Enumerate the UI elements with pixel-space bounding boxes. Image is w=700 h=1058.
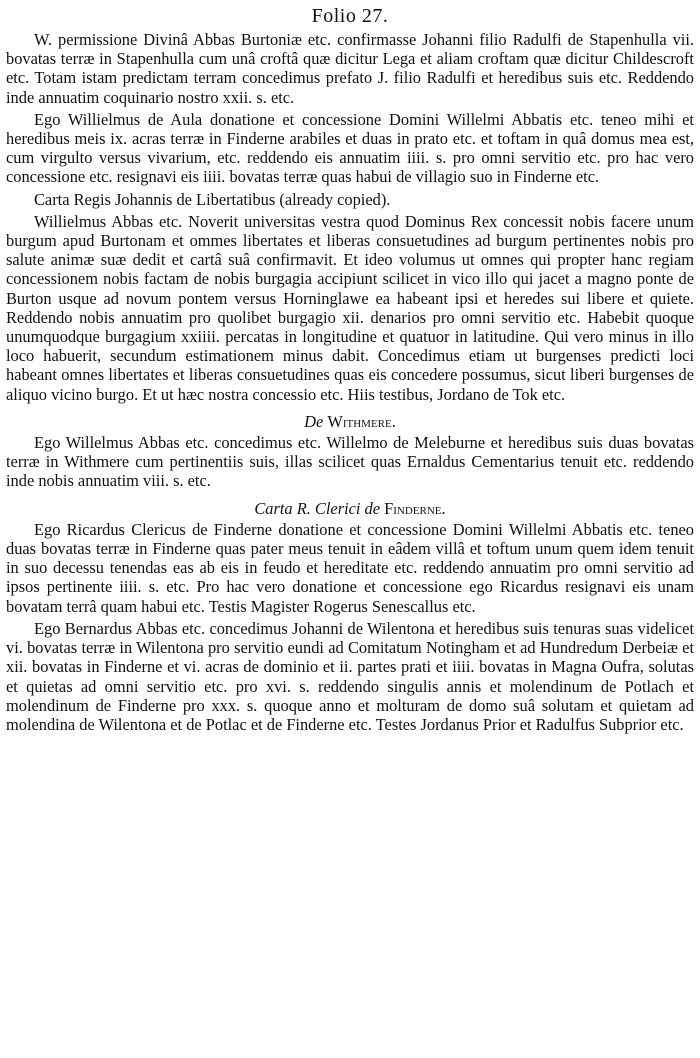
heading-italic: De: [304, 411, 324, 431]
paragraph-burgum: Willielmus Abbas etc. Noverit universitas vestra quod Dominus Rex concessit nobis facere unum burgum apud Burtonam et ommes libertates et liberas consuetudines ad burgum pertinentes nobis pro salute animæ suæ dedit et cartâ suâ confirmavit. Et ideo volumus ut omnes qui propter hanc regiam concessionem nobis factam de nobis burgagia accipiunt scilicet in vico illo qui jacet a magno ponte de Burton usque ad novum pontem versus Horninglawe ea habeant ipsi et heredes sui libere et quiete. Reddendo nobis annuatim pro quolibet burgagio xii. denarios pro omni servitio etc. Habebit quoque unumquodque burgagium xxiiii. percatas in longitudine et quatuor in latitudine. Qui vero minus in illo loco habuerit, secundum estimationem minus dabit. Concedimus etiam ut burgenses predicti loci habeant omnes libertates et liberas consuetudines quas eis concedere possumus, sicut liberi burgenses de aliquo vicino burgo. Et ut hæc nostra concessio etc. Hiis testibus, Jordano de Tok etc.: [6, 211, 694, 404]
heading-smallcaps: Withmere.: [327, 411, 396, 431]
paragraph-withmere: Ego Willelmus Abbas etc. concedimus etc. Willelmo de Meleburne et heredibus suis duas bovatas terræ in Withmere cum pertinentiis suis, illas scilicet quas Ernaldus Cementarius tenuit etc. reddendo inde nobis annuatim viii. s. etc.: [6, 433, 694, 491]
paragraph-de-aula: Ego Willielmus de Aula donatione et concessione Domini Willelmi Abbatis etc. teneo mihi et heredibus meis ix. acras terræ in Finderne arabiles et duas in prato etc. et toftam in quâ domus mea est, cum virgulto versus vivarium, etc. reddendo eis annuatim iiii. s. pro omni servitio etc. pro hac vero concessione etc. resignavi eis iiii. bovatas terræ quas habui de villagio suo in Finderne etc.: [6, 109, 694, 187]
folio-heading: Folio 27.: [311, 5, 389, 27]
heading-italic: Carta R. Clerici de: [254, 498, 381, 518]
paragraph-stapenhulla: W. permissione Divinâ Abbas Burtoniæ etc. confirmasse Johanni filio Radulfi de Stapenhulla vii. bovatas terræ in Stapenhulla cum unâ croftâ quæ dicitur Lega et aliam croftam quæ dicitur Childescroft etc. Totam istam predictam terram concedimus prefato J. filio Radulfi et heredibus suis etc. Reddendo inde annuatim coquinario nostro xxii. s. etc.: [6, 30, 694, 107]
paragraph-carta-regis: Carta Regis Johannis de Libertatibus (already copied).: [34, 189, 391, 209]
section-heading-withmere: [6, 412, 694, 431]
paragraph-ricardus: Ego Ricardus Clericus de Finderne donatione et concessione Domini Willelmi Abbatis etc. teneo duas bovatas terræ in Finderne quas pater meus tenuit in eâdem villâ et toftum unum quem idem tenuit in suo decessu tenendas eas ab eis in feudo et hereditate etc. reddendo annuatim pro omni servitio ad ipsos pertinente iiii. s. etc. Pro hac vero donatione et concessione ego Ricardus resignavi eis unam bovatam terrâ quam habui etc. Testis Magister Rogerus Senescallus etc.: [6, 519, 694, 616]
heading-smallcaps: Finderne.: [384, 498, 446, 518]
paragraph-bernardus: Ego Bernardus Abbas etc. concedimus Johanni de Wilentona et heredibus suis tenuras suas videlicet vi. bovatas terræ in Wilentona pro servitio eundi ad Comitatum Notingham et ad Hundredum Derbeiæ et xii. bovatas in Finderne et vi. acras de dominio et ii. partes prati et iiii. bovatas in Magna Oufra, solutas et quietas ad omni servitio etc. pro xvi. s. reddendo singulis annis et molendinum de Potlach et molendinum de Finderne pro xxx. s. quoque anno et molturam de domo suâ solutam et quietam ad molendina de Wilentona et de Potlac et de Finderne etc. Testes Jordanus Prior et Radulfus Subprior etc.: [6, 618, 694, 734]
section-heading-finderne: [6, 499, 694, 518]
